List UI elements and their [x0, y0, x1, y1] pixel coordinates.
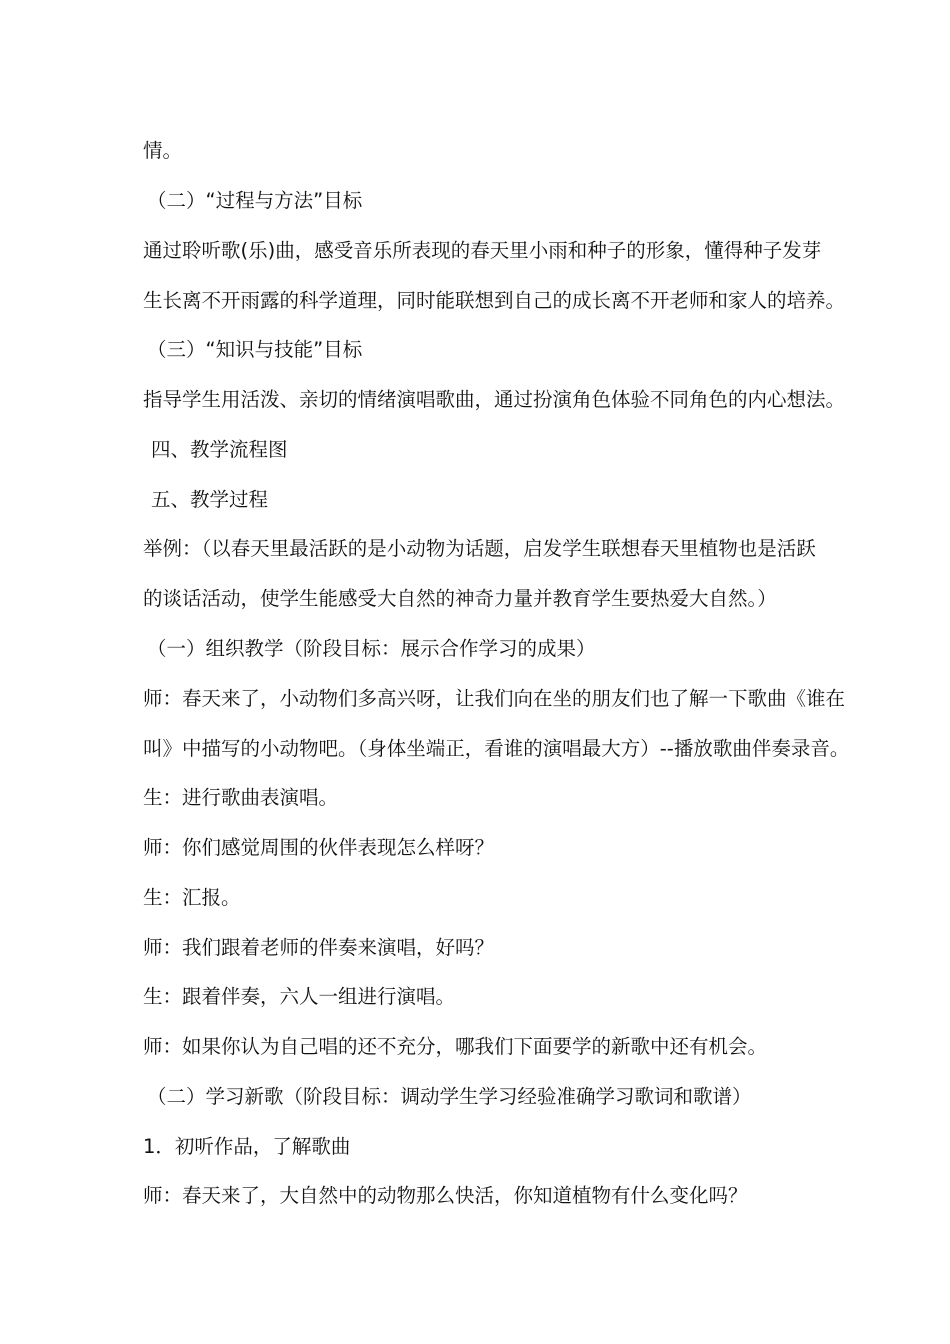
text-line: 生：进行歌曲表演唱。	[143, 786, 339, 809]
text-line: 情。	[143, 139, 183, 162]
text-line: 通过聆听歌(乐)曲，感受音乐所表现的春天里小雨和种子的形象，懂得种子发芽	[143, 239, 822, 262]
text-line: 生长离不开雨露的科学道理，同时能联想到自己的成长离不开老师和家人的培养。	[143, 289, 846, 312]
section-heading: 四、教学流程图	[151, 438, 288, 461]
text-line: 指导学生用活泼、亲切的情绪演唱歌曲，通过扮演角色体验不同角色的内心想法。	[143, 388, 846, 411]
section-heading: （二）学习新歌（阶段目标：调动学生学习经验准确学习歌词和歌谱）	[147, 1085, 752, 1108]
text-line: 师：春天来了，小动物们多高兴呀，让我们向在坐的朋友们也了解一下歌曲《谁在	[143, 687, 846, 710]
section-heading: （一）组织教学（阶段目标：展示合作学习的成果）	[147, 637, 596, 660]
section-heading: （三）“知识与技能”目标	[147, 338, 363, 361]
text-line: 师：我们跟着老师的伴奏来演唱，好吗？	[143, 936, 495, 959]
section-heading: 五、教学过程	[151, 488, 269, 511]
text-line: 叫》中描写的小动物吧。（身体坐端正，看谁的演唱最大方）--播放歌曲伴奏录音。	[143, 737, 850, 760]
text-line: 生：汇报。	[143, 886, 241, 909]
text-line: 生：跟着伴奏，六人一组进行演唱。	[143, 985, 456, 1008]
section-heading: （二）“过程与方法”目标	[147, 189, 363, 212]
text-line: 师：春天来了，大自然中的动物那么快活，你知道植物有什么变化吗？	[143, 1184, 748, 1207]
text-line: 1．初听作品，了解歌曲	[143, 1135, 351, 1158]
text-line: 举例：（以春天里最活跃的是小动物为话题，启发学生联想春天里植物也是活跃	[143, 537, 816, 560]
text-line: 师：如果你认为自己唱的还不充分，哪我们下面要学的新歌中还有机会。	[143, 1035, 768, 1058]
text-line: 的谈话活动，使学生能感受大自然的神奇力量并教育学生要热爱大自然。）	[143, 587, 777, 610]
text-line: 师：你们感觉周围的伙伴表现怎么样呀？	[143, 836, 495, 859]
